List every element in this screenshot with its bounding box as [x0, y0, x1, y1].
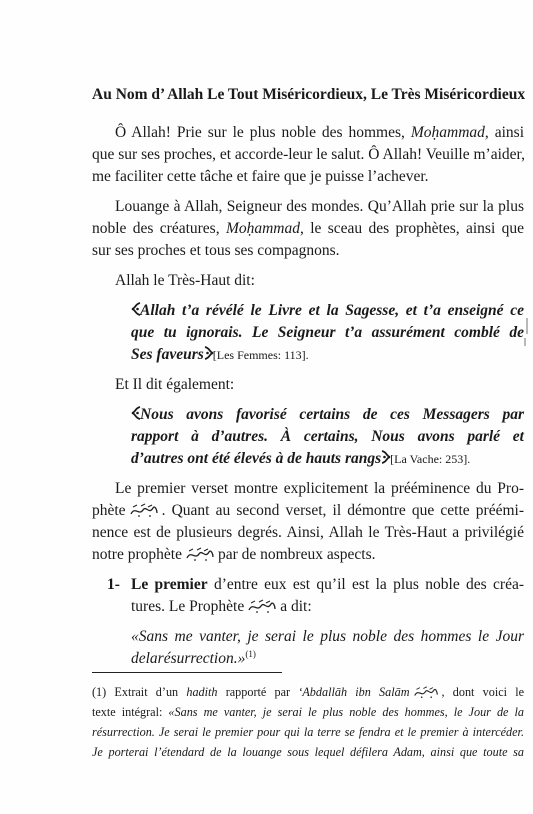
name-mohammad: Moḥammad [410, 124, 485, 141]
para3-line3: nence est de plusieurs degrés. Ainsi, Allah le Très-Haut a privilégié [92, 524, 524, 541]
footnote-line3: résurrection. Je serai le premier pour qui la terre se fendra et le premier à intercéder. [92, 725, 524, 739]
quran-close-brace-icon [204, 345, 213, 359]
item1-line2: tures. Le Prophète a dit: [131, 598, 312, 615]
footnote-marker[interactable]: (1) [245, 648, 256, 659]
scan-artifact [524, 338, 526, 346]
para1-line1: Ô Allah! Prie sur le plus noble des hommes, Moḥammad, ainsi [115, 124, 524, 141]
quote1-line2: que tu ignorais. Le Seigneur t’a assurément comblé de [131, 324, 524, 341]
para1-line2: que sur ses proches, et accorde-leur le salut. Ô Allah! Veuille m’aider, [92, 146, 525, 163]
salutation-calligraphy-icon [185, 546, 215, 562]
quote2-line3: d’autres ont été élevés à de hauts rangs [La Vache: 253]. [131, 450, 471, 467]
para3-line4: notre prophète par de nombreux aspects. [92, 546, 376, 563]
page-heading: Au Nom d’ Allah Le Tout Miséricordieux, Le Très Miséricordieux [92, 86, 526, 103]
quote2-reference: [La Vache: 253]. [390, 452, 471, 466]
quran-close-brace-icon [381, 449, 390, 463]
quote2-line1: Nous avons favorisé certains de ces Messagers par [131, 405, 524, 425]
para3-line2: phète . Quant au second verset, il démontre que cette préémi- [92, 502, 524, 519]
intro-line-2: Et Il dit également: [115, 376, 235, 393]
item1-number: 1- [107, 576, 120, 593]
footnote-line2: texte intégral: «Sans me vanter, je serai le plus noble des hommes, le Jour de la [92, 705, 524, 719]
para1-line3: me faciliter cette tâche et faire que je puisse l’achever. [92, 168, 429, 185]
salutation-calligraphy-icon [247, 598, 277, 614]
salutation-calligraphy-icon [129, 502, 159, 518]
para3-line1: Le premier verset montre explicitement la prééminence du Pro- [115, 480, 524, 497]
para2-line3: sur ses proches et tous ses compagnons. [92, 242, 340, 259]
item1-quote-line1: «Sans me vanter, je serai le plus noble des hommes le Jour [131, 628, 524, 645]
quote1-reference: [Les Femmes: 113]. [212, 348, 309, 362]
quote1-line3: Ses faveurs [Les Femmes: 113]. [131, 346, 309, 363]
scan-artifact [526, 318, 528, 334]
para2-line2: noble des créatures, Moḥammad, le sceau des prophètes, ainsi que [92, 220, 524, 237]
quote1-line1: Allah t’a révélé le Livre et la Sagesse, et t’a enseigné ce [131, 301, 524, 321]
item1-line1: Le premier d’entre eux est qu’il est la plus noble des créa- [131, 576, 524, 593]
quran-open-brace-icon [131, 301, 140, 315]
name-mohammad: Moḥammad [225, 220, 300, 237]
para2-line1: Louange à Allah, Seigneur des mondes. Qu’Allah prie sur la plus [115, 198, 524, 215]
quote2-line2: rapport à d’autres. À certains, Nous avons parlé et [131, 428, 524, 445]
footnote-line1: (1) Extrait d’un hadith rapporté par ‘Abdallāh ibn Salām , dont voici le [92, 685, 524, 699]
item1-quote-line2: delarésurrection.»$^{(1)}$ [131, 648, 256, 667]
footnote-line4: Je porterai l’étendard de la louange sous lequel défilera Adam, ainsi que toute sa [92, 745, 524, 759]
salutation-calligraphy-icon [413, 685, 439, 699]
footnote-rule [92, 672, 282, 673]
quran-open-brace-icon [131, 405, 140, 419]
intro-line-1: Allah le Très-Haut dit: [115, 272, 255, 289]
